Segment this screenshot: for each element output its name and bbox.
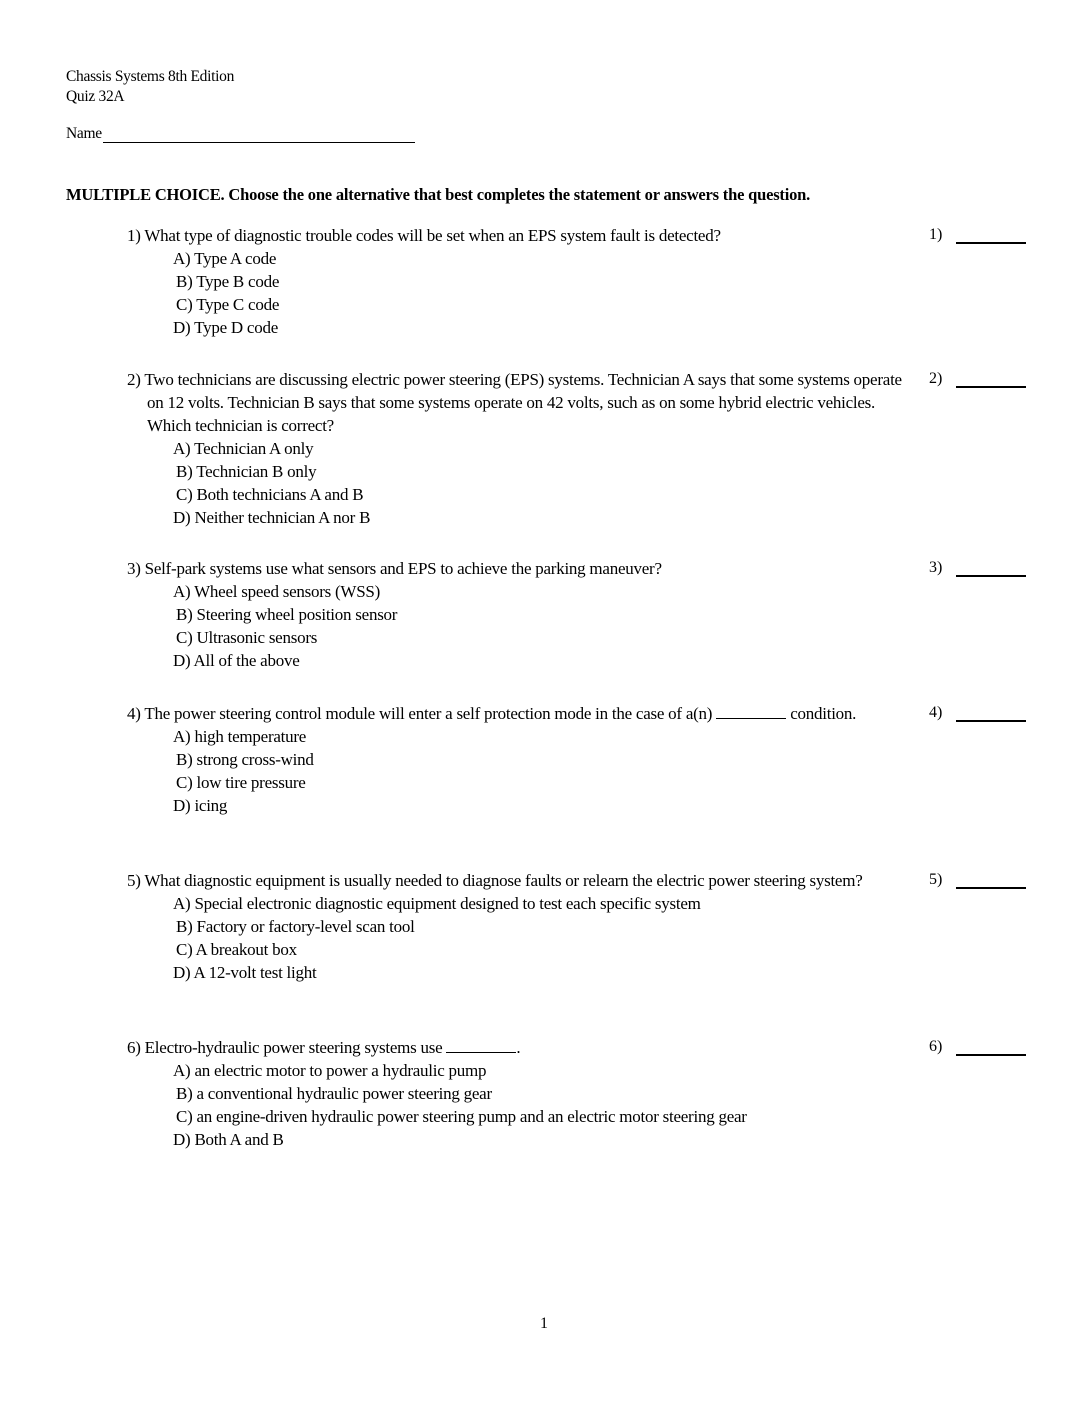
option-c: C) an engine-driven hydraulic power steering pump and an electric motor steering gear xyxy=(176,1107,747,1126)
question-6 xyxy=(127,1036,907,1151)
fill-in-blank xyxy=(716,704,786,719)
option-b: B) Factory or factory-level scan tool xyxy=(176,917,415,936)
question-2 xyxy=(127,368,907,529)
answer-label: 4) xyxy=(929,704,943,721)
answer-blank[interactable] xyxy=(956,230,1026,244)
name-field-row xyxy=(66,125,415,143)
answer-blank[interactable] xyxy=(956,875,1026,889)
stem-text-before: 6) Electro-hydraulic power steering systems use xyxy=(127,1038,447,1057)
question-4 xyxy=(127,702,907,817)
question-stem: 5) What diagnostic equipment is usually needed to diagnose faults or relearn the electric power steering system? xyxy=(127,871,863,890)
question-3 xyxy=(127,557,907,672)
option-a: A) Type A code xyxy=(173,249,277,268)
option-d: D) Neither technician A nor B xyxy=(173,508,371,527)
answer-label: 2) xyxy=(929,370,943,387)
option-b: B) Type B code xyxy=(176,272,280,291)
option-a: A) Technician A only xyxy=(173,439,314,458)
option-c: C) Both technicians A and B xyxy=(176,485,364,504)
question-stem xyxy=(127,1036,907,1059)
question-5 xyxy=(127,869,907,984)
page-number: 1 xyxy=(540,1315,548,1332)
option-a: A) Wheel speed sensors (WSS) xyxy=(173,582,381,601)
option-c: C) Ultrasonic sensors xyxy=(176,628,318,647)
option-c: C) A breakout box xyxy=(176,940,297,959)
option-b: B) strong cross-wind xyxy=(176,750,314,769)
option-d: D) Type D code xyxy=(173,318,278,337)
option-b: B) Steering wheel position sensor xyxy=(176,605,398,624)
answer-slot-6 xyxy=(929,1038,1026,1056)
answer-slot-4 xyxy=(929,704,1026,722)
option-a: A) high temperature xyxy=(173,727,307,746)
question-1 xyxy=(127,224,907,339)
name-label: Name xyxy=(66,125,102,142)
name-input-line[interactable] xyxy=(103,126,415,143)
quiz-label: Quiz 32A xyxy=(66,88,125,105)
option-a: A) Special electronic diagnostic equipment designed to test each specific system xyxy=(173,894,701,913)
option-d: D) A 12-volt test light xyxy=(173,963,317,982)
answer-slot-1 xyxy=(929,226,1026,244)
answer-label: 3) xyxy=(929,559,943,576)
answer-blank[interactable] xyxy=(956,563,1026,577)
stem-text-after: . xyxy=(516,1038,521,1057)
question-stem xyxy=(127,702,907,725)
stem-text-after: condition. xyxy=(786,704,857,723)
option-d: D) icing xyxy=(173,796,228,815)
answer-blank[interactable] xyxy=(956,708,1026,722)
fill-in-blank xyxy=(446,1038,516,1053)
answer-blank[interactable] xyxy=(956,1042,1026,1056)
question-stem: 3) Self-park systems use what sensors and EPS to achieve the parking maneuver? xyxy=(127,559,662,578)
answer-label: 5) xyxy=(929,871,943,888)
option-a: A) an electric motor to power a hydraulic pump xyxy=(173,1061,487,1080)
question-stem: 2) Two technicians are discussing electric power steering (EPS) systems. Technician A says that some systems operate on 12 volts. Technician B says that some systems operate on 42 volts, such as on some hybrid electric vehicles. Which technician is correct? xyxy=(127,370,902,435)
option-d: D) All of the above xyxy=(173,651,300,670)
document-title: Chassis Systems 8th Edition xyxy=(66,68,235,85)
instructions: MULTIPLE CHOICE. Choose the one alternative that best completes the statement or answers the question. xyxy=(66,185,811,204)
answer-label: 1) xyxy=(929,226,943,243)
answer-slot-5 xyxy=(929,871,1026,889)
answer-blank[interactable] xyxy=(956,374,1026,388)
stem-text-before: 4) The power steering control module will enter a self protection mode in the case of a(n) xyxy=(127,704,717,723)
option-b: B) a conventional hydraulic power steering gear xyxy=(176,1084,492,1103)
answer-slot-3 xyxy=(929,559,1026,577)
option-c: C) low tire pressure xyxy=(176,773,306,792)
question-stem: 1) What type of diagnostic trouble codes will be set when an EPS system fault is detected? xyxy=(127,226,721,245)
option-d: D) Both A and B xyxy=(173,1130,284,1149)
answer-slot-2 xyxy=(929,370,1026,388)
answer-label: 6) xyxy=(929,1038,943,1055)
option-b: B) Technician B only xyxy=(176,462,317,481)
option-c: C) Type C code xyxy=(176,295,280,314)
